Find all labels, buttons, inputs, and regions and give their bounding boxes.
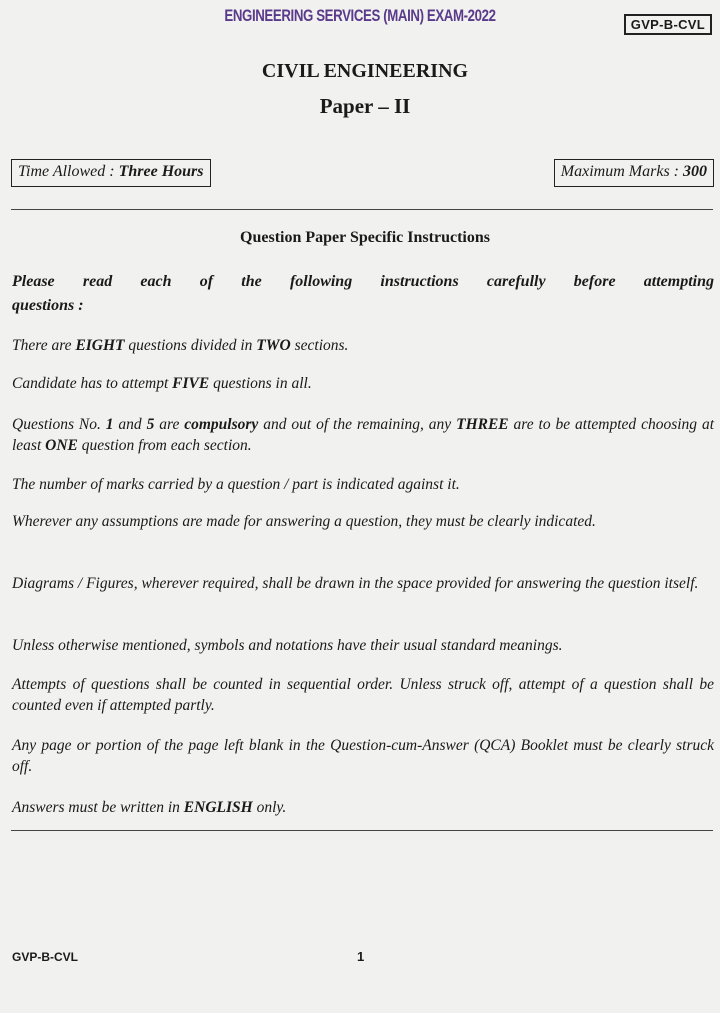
lead-line-1: Please read each of the following instructions carefully before attempting (12, 273, 714, 290)
instruction-item: Any page or portion of the page left blank in the Question-cum-Answer (QCA) Booklet must be clearly struck off. (12, 737, 714, 775)
instructions-heading: Question Paper Specific Instructions (240, 229, 490, 246)
instruction-item: Attempts of questions shall be counted in sequential order. Unless struck off, attempt of a question shall be counted even if attempted partly. (12, 676, 714, 714)
paper-title: Paper – II (319, 94, 411, 118)
maximum-marks-box (554, 159, 714, 187)
instruction-item: Questions No. 1 and 5 are compulsory and out of the remaining, any THREE are to be attempted choosing at least ONE question from each section. (12, 416, 715, 454)
instruction-item: There are EIGHT questions divided in TWO sections. (12, 337, 349, 354)
instruction-item: Answers must be written in ENGLISH only. (12, 799, 287, 816)
instruction-item: The number of marks carried by a question / part is indicated against it. (12, 476, 460, 493)
footer-paper-code: GVP-B-CVL (12, 950, 78, 964)
marks-value: 300 (683, 163, 707, 180)
top-divider (11, 209, 713, 210)
paper-code-box: GVP-B-CVL (624, 14, 712, 35)
bottom-divider (11, 830, 713, 831)
time-value: Three Hours (118, 163, 204, 180)
lead-line-2: questions : (12, 297, 84, 314)
instruction-item: Unless otherwise mentioned, symbols and notations have their usual standard meanings. (12, 637, 563, 654)
exam-name-stamp: ENGINEERING SERVICES (MAIN) EXAM-2022 (224, 6, 496, 25)
page-number: 1 (357, 949, 365, 964)
instruction-item: Diagrams / Figures, wherever required, shall be drawn in the space provided for answering the question itself. (12, 575, 699, 592)
subject-title: CIVIL ENGINEERING (261, 60, 469, 82)
marks-label: Maximum Marks : (560, 163, 683, 180)
instruction-item: Candidate has to attempt FIVE questions in all. (12, 375, 312, 392)
time-allowed-box (11, 159, 211, 187)
instruction-item: Wherever any assumptions are made for answering a question, they must be clearly indicated. (12, 513, 596, 530)
instructions-lead (12, 270, 714, 318)
time-label: Time Allowed : (18, 163, 119, 180)
